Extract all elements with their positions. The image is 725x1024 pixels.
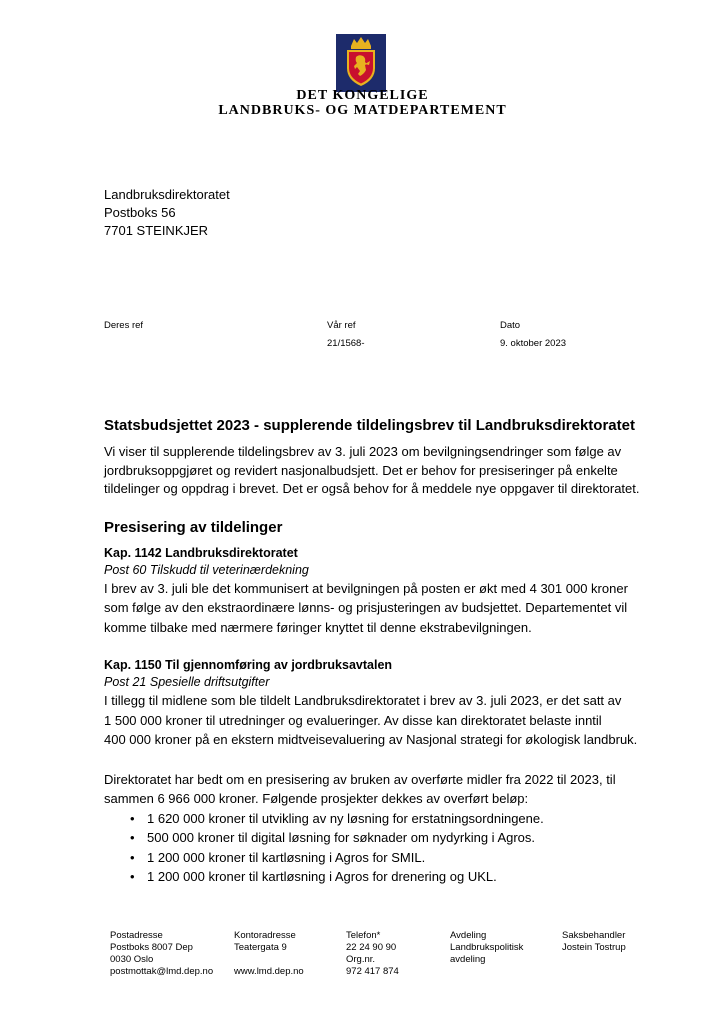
recipient-address [104, 186, 230, 240]
bullet-icon: • [130, 810, 135, 826]
section-heading: Presisering av tildelinger [104, 518, 283, 536]
paragraph-line: 1 500 000 kroner til utredninger og evalueringer. Av disse kan direktoratet belaste inntil [104, 712, 602, 728]
footer-phone: Telefon* 22 24 90 90 Org.nr. 972 417 874 [346, 930, 399, 977]
paragraph-line: som følge av den ekstraordinære lønns- og prisjusteringen av budsjettet. Departementet vil [104, 600, 628, 616]
list-item: • 1 200 000 kroner til kartløsning i Agros for drenering og UKL. [130, 867, 664, 887]
date-label: Dato [500, 320, 521, 331]
footer-website: www.lmd.dep.no [234, 966, 304, 977]
footer-department: Avdeling Landbrukspolitisk avdeling [450, 930, 524, 965]
intro-line: tildelinger og oppdrag i brevet. Det er også behov for å meddele nye oppgaver til direktoratet. [104, 481, 640, 497]
kap-1142-post: Post 60 Tilskudd til veterinærdekning [104, 562, 309, 577]
list-item: • 500 000 kroner til digital løsning for søknader om nydyrking i Agros. [130, 828, 664, 848]
bullet-icon: • [130, 830, 135, 846]
paragraph-line: sammen 6 966 000 kroner. Følgende prosjekter dekkes av overført beløp: [104, 791, 529, 807]
footer-case-officer: Saksbehandler Jostein Tostrup [562, 930, 626, 953]
recipient-name: Landbruksdirektoratet [104, 187, 230, 202]
date-value: 9. oktober 2023 [500, 338, 567, 349]
department-name-line2: LANDBRUKS- OG MATDEPARTEMENT [218, 103, 507, 118]
transfer-paragraph [104, 770, 664, 809]
project-list [104, 809, 664, 887]
recipient-box: Postboks 56 [104, 205, 176, 220]
letter-body [104, 417, 664, 887]
paragraph-line: Direktoratet har bedt om en presisering av bruken av overførte midler fra 2022 til 2023, til [104, 771, 616, 787]
intro-line: jordbruksoppgjøret og revidert nasjonalbudsjett. Det er behov for presiseringer på enkelte [104, 462, 618, 478]
list-item: • 1 200 000 kroner til kartløsning i Agros for SMIL. [130, 848, 664, 868]
paragraph-line: I brev av 3. juli ble det kommunisert at bevilgningen på posten er økt med 4 301 000 kroner [104, 580, 628, 596]
bullet-icon: • [130, 849, 135, 865]
kap-1142-heading: Kap. 1142 Landbruksdirektoratet [104, 545, 298, 560]
intro-line: Vi viser til supplerende tildelingsbrev av 3. juli 2023 om bevilgningsendringer som følge av [104, 444, 622, 459]
letter-title: Statsbudsjettet 2023 - supplerende tildelingsbrev til Landbruksdirektoratet [104, 417, 635, 434]
kap-1150-heading: Kap. 1150 Til gjennomføring av jordbruksavtalen [104, 658, 393, 673]
kap-1150-paragraph [104, 691, 664, 750]
kap-1142-paragraph [104, 579, 664, 638]
bullet-icon: • [130, 869, 135, 885]
kap-1150-post: Post 21 Spesielle driftsutgifter [104, 675, 270, 690]
their-ref-label: Deres ref [104, 320, 144, 331]
list-item: • 1 620 000 kroner til utvikling av ny løsning for erstatningsordningene. [130, 809, 664, 829]
footer-postal-address: Postadresse Postboks 8007 Dep 0030 Oslo postmottak@lmd.dep.no [110, 930, 214, 977]
department-name-line1: DET KONGELIGE [296, 88, 429, 103]
intro-paragraph [104, 443, 664, 499]
paragraph-line: I tillegg til midlene som ble tildelt Landbruksdirektoratet i brev av 3. juli 2023, er det satt av [104, 693, 622, 709]
our-ref-label: Vår ref [327, 320, 356, 331]
recipient-city: 7701 STEINKJER [104, 223, 209, 238]
coat-of-arms-icon [336, 34, 386, 92]
footer-office-address: Kontoradresse Teatergata 9 www.lmd.dep.no [234, 930, 304, 977]
paragraph-line: 400 000 kroner på en ekstern midtveisevaluering av Nasjonal strategi for økologisk landbruk. [104, 732, 638, 748]
footer-email: postmottak@lmd.dep.no [110, 966, 214, 977]
paragraph-line: komme tilbake med nærmere føringer knyttet til denne ekstrabevilgningen. [104, 619, 532, 635]
our-ref-value: 21/1568- [327, 338, 365, 349]
